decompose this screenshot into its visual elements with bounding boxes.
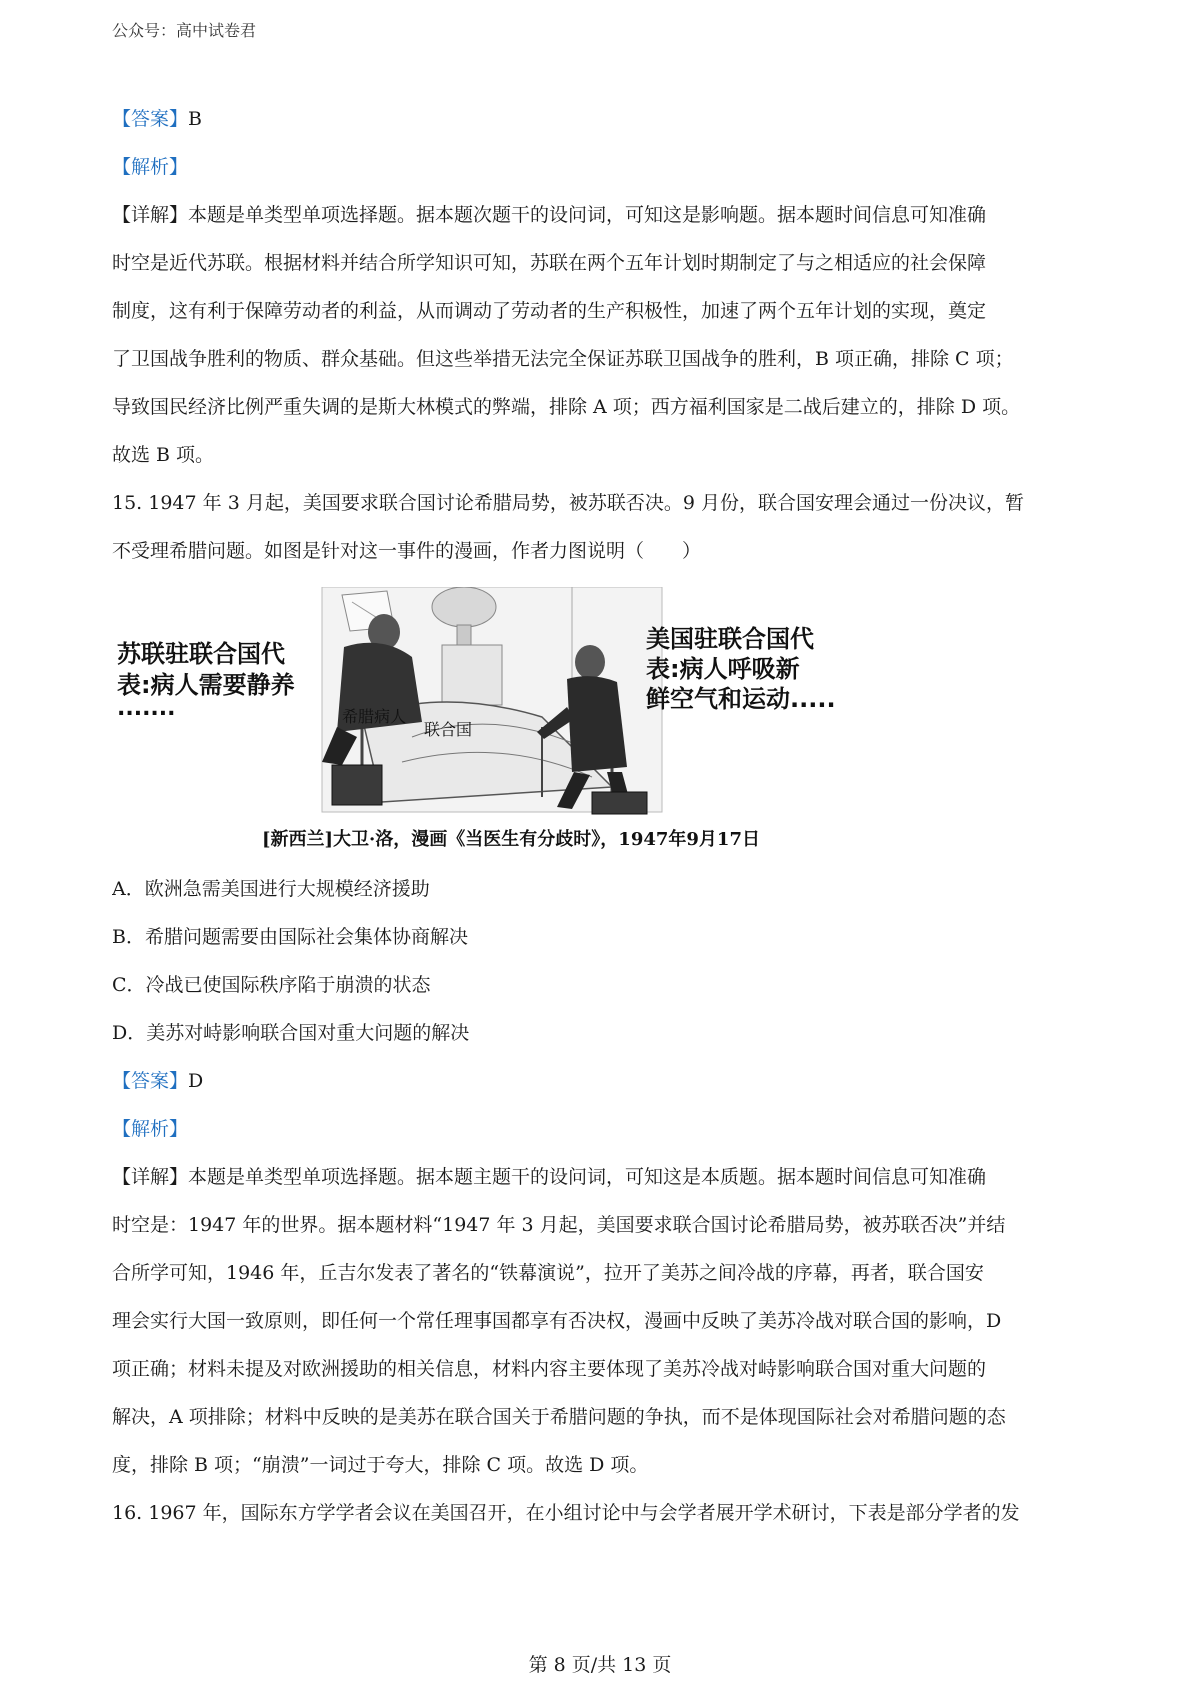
q14-detail-line: 时空是近代苏联。根据材料并结合所学知识可知，苏联在两个五年计划时期制定了与之相适应的社会保障 <box>112 252 987 274</box>
page-content <box>112 95 1102 1537</box>
cartoon-left-caption: 苏联驻联合国代 <box>117 640 285 668</box>
detail-label: 【详解】 <box>112 1166 189 1188</box>
cartoon-patient-label: 希腊病人 <box>342 707 407 726</box>
q15-answer-line <box>112 1057 1102 1105</box>
q15-detail-line <box>112 1153 1102 1201</box>
detail-label: 【详解】 <box>112 204 189 226</box>
cartoon-credit: [新西兰]大卫·洛，漫画《当医生有分歧时》，1947年9月17日 <box>262 829 760 850</box>
cartoon-un-label: 联合国 <box>424 720 473 739</box>
q14-detail-line: 了卫国战争胜利的物质、群众基础。但这些举措无法完全保证苏联卫国战争的胜利，B 项正确，排除 C 项； <box>112 348 1014 370</box>
analysis-label: 【解析】 <box>112 156 189 178</box>
q15-detail-line: 时空是：1947 年的世界。据本题材料“1947 年 3 月起，美国要求联合国讨论希腊局势，被苏联否决”并结 <box>112 1214 1006 1236</box>
q15-detail-line: 度，排除 B 项；“崩溃”一词过于夸大，排除 C 项。故选 D 项。 <box>112 1454 649 1476</box>
q15-option-a: A．欧洲急需美国进行大规模经济援助 <box>112 878 430 900</box>
cartoon-left-caption: 表:病人需要静养 <box>117 671 295 699</box>
q14-detail-line <box>112 191 1102 239</box>
cartoon-right-caption: 表:病人呼吸新 <box>646 655 800 683</box>
q14-answer-value: B <box>188 108 202 130</box>
q15-detail-line: 理会实行大国一致原则，即任何一个常任理事国都享有否决权，漫画中反映了美苏冷战对联合国的影响，D <box>112 1310 1002 1332</box>
q14-detail-line: 制度，这有利于保障劳动者的利益，从而调动了劳动者的生产积极性，加速了两个五年计划的实现，奠定 <box>112 300 987 322</box>
q15-analysis-line <box>112 1105 1102 1153</box>
q15-options <box>112 865 1102 1057</box>
cartoon-right-caption: 鲜空气和运动..... <box>646 685 836 713</box>
cartoon-right-caption: 美国驻联合国代 <box>646 625 814 653</box>
q15-option-b: B．希腊问题需要由国际社会集体协商解决 <box>112 926 468 948</box>
briefcase-icon <box>592 792 647 814</box>
cartoon-illustration <box>112 587 872 857</box>
q14-analysis-line <box>112 143 1102 191</box>
q14-detail-text: 本题是单类型单项选择题。据本题次题干的设问词，可知这是影响题。据本题时间信息可知准确 <box>188 204 987 226</box>
briefcase-icon <box>332 765 382 805</box>
analysis-label: 【解析】 <box>112 1118 189 1140</box>
q15-option-c: C．冷战已使国际秩序陷于崩溃的状态 <box>112 974 431 996</box>
q15-stem-line: 15. 1947 年 3 月起，美国要求联合国讨论希腊局势，被苏联否决。9 月份，联合国安理会通过一份决议，暂 <box>112 492 1024 514</box>
answer-label: 【答案】 <box>112 108 189 130</box>
header-note: 公众号：高中试卷君 <box>112 21 257 40</box>
q15-detail-text: 本题是单类型单项选择题。据本题主题干的设问词，可知这是本质题。据本题时间信息可知准确 <box>188 1166 987 1188</box>
q15-detail-line: 合所学可知，1946 年，丘吉尔发表了著名的“铁幕演说”，拉开了美苏之间冷战的序幕，再者，联合国安 <box>112 1262 984 1284</box>
q14-detail-line: 故选 B 项。 <box>112 444 215 466</box>
page-footer: 第 8 页/共 13 页 <box>528 1654 672 1676</box>
cartoon-left-caption: ....... <box>117 696 176 721</box>
q15-detail-line: 项正确；材料未提及对欧洲援助的相关信息，材料内容主要体现了美苏冷战对峙影响联合国对重大问题的 <box>112 1358 987 1380</box>
q15-answer-value: D <box>188 1070 204 1092</box>
q14-answer-line <box>112 95 1102 143</box>
cartoon-figure <box>112 587 872 857</box>
q14-detail-line: 导致国民经济比例严重失调的是斯大林模式的弊端，排除 A 项；西方福利国家是二战后建立的，排除 D 项。 <box>112 396 1021 418</box>
answer-label: 【答案】 <box>112 1070 189 1092</box>
q16-stem-line: 16. 1967 年，国际东方学学者会议在美国召开，在小组讨论中与会学者展开学术研讨，下表是部分学者的发 <box>112 1502 1020 1524</box>
q15-stem-line: 不受理希腊问题。如图是针对这一事件的漫画，作者力图说明（ ） <box>112 540 702 562</box>
q15-detail-line: 解决，A 项排除；材料中反映的是美苏在联合国关于希腊问题的争执，而不是体现国际社会对希腊问题的态 <box>112 1406 1006 1428</box>
q15-option-d: D．美苏对峙影响联合国对重大问题的解决 <box>112 1022 470 1044</box>
